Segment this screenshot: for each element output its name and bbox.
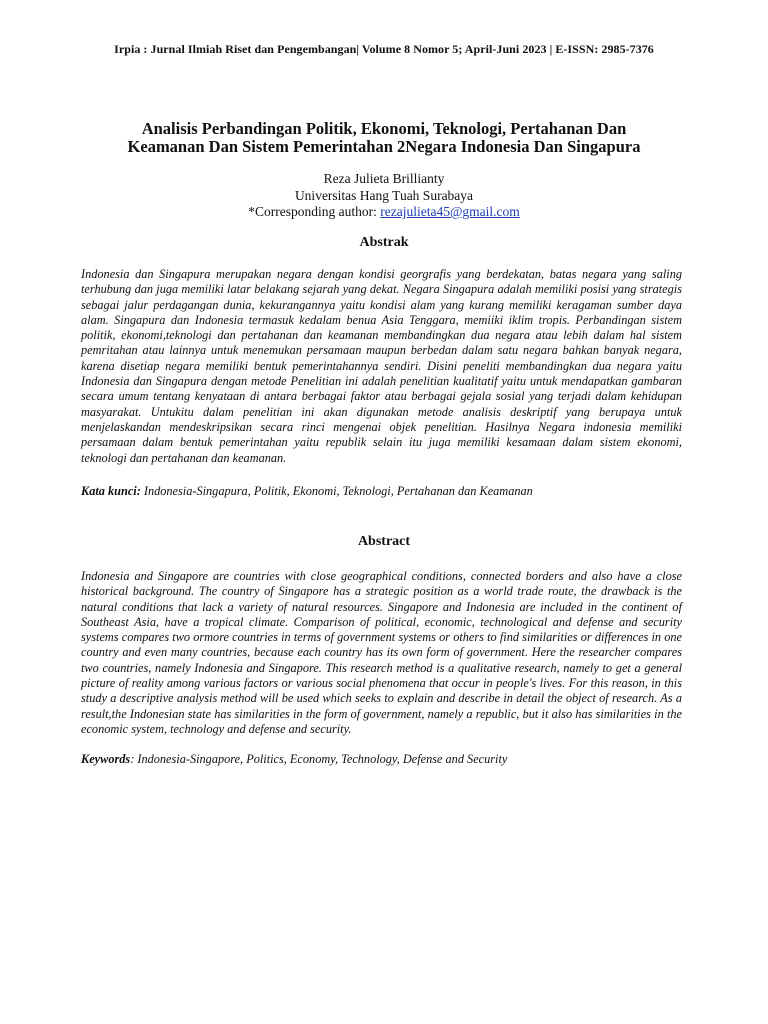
corresponding-author [0,204,768,221]
author-block [0,171,768,221]
title-line-1: Analisis Perbandingan Politik, Ekonomi, Teknologi, Pertahanan Dan [141,119,627,138]
paper-title [70,120,698,156]
author-email-link[interactable]: rezajulieta45@gmail.com [380,204,520,219]
abstract-heading: Abstract [357,534,411,549]
abstrak-body: Indonesia dan Singapura merupakan negara dengan kondisi georgrafis yang berdekatan, batas negara yang saling terhubung dan juga memiliki latar belakang sejarah yang dekat. Negara Singapura adalah memiliki posisi yang strategis sebagai jalur perdagangan dunia, kekurangannya yaitu kondisi alam yang kurang memiliki keragaman sumber daya alam. Singapura dan Indonesia termasuk kedalam benua Asia Tenggara, memiiki iklim tropis. Perbandingan sistem politik, ekonomi,teknologi dan pertahanan dan keamanan membandingkan dua negara atau lebih dalam hal sistem pemritahan atau lainnya untuk menemukan persamaan maupun berbedan dalam satu negara bahkan banyak negara, karena disetiap negara memiliki bentuk pemerintahannya sendiri. Disini peneliti membandingkan dua negara yaitu Indonesia dan Singapura dengan metode Penelitian ini adalah penelitian kualitatif yaitu untuk mendapatkan gambaran secara umum tentang kenyataan di antara berbagai faktor atau berbagai gejala sosial yang terjadi dalam kehidupan masyarakat. Untukitu dalam penelitian ini akan digunakan metode analisis deskriptif yang berupaya untuk menjelaskandan mendeskripsikan secara rinci mengenai objek penelitian. Hasilnya Negara indonesia memiliki persamaan dalam bentuk pemerintahan yaitu republik selain itu juga memiliki kesamaan dalam sistem ekonomi, teknologi dan pertahanan dan keamanan. [81,267,682,465]
author-name: Reza Julieta Brillianty [323,171,445,186]
title-line-2: Keamanan Dan Sistem Pemerintahan 2Negara Indonesia Dan Singapura [127,137,641,156]
abstract-body: Indonesia and Singapore are countries with close geographical conditions, connected borders and also have a close historical background. The country of Singapore has a strategic position as a world trade route, the drawback is the natural conditions that lack a variety of natural resources. Singapore and Indonesia are included in the continent of Southeast Asia, have a tropical climate. Comparison of political, economic, technological and defense and security systems compares two ormore countries in terms of government systems or others to find similarities or differences in one country and even many countries, because each country has its own form of government. Here the researcher compares two countries, namely Indonesia and Singapore. This research method is a qualitative research, namely to get a general picture of reality among various factors or various social phenomena that occur in people's lives. For this reason, in this study a descriptive analysis method will be used which seeks to explain and describe in detail the object of research. As a result,the Indonesian state has similarities in the form of government, namely a republic, but it also has similarities in the economic system, technology and defense and security. [81,569,682,736]
corresponding-label: *Corresponding author: [248,204,381,219]
kata-kunci [81,484,682,499]
keywords [81,752,682,767]
author-affiliation: Universitas Hang Tuah Surabaya [294,187,474,203]
keywords-label: Keywords [81,752,131,766]
running-header: Irpia : Jurnal Ilmiah Riset dan Pengembangan| Volume 8 Nomor 5; April-Juni 2023 | E-ISSN: 2985-7376 [114,42,654,56]
abstrak-heading: Abstrak [359,235,409,250]
keywords-values: : Indonesia-Singapore, Politics, Economy, Technology, Defense and Security [130,752,508,766]
kata-kunci-label: Kata kunci: [81,484,141,498]
kata-kunci-values: Indonesia-Singapura, Politik, Ekonomi, Teknologi, Pertahanan dan Keamanan [140,484,533,498]
